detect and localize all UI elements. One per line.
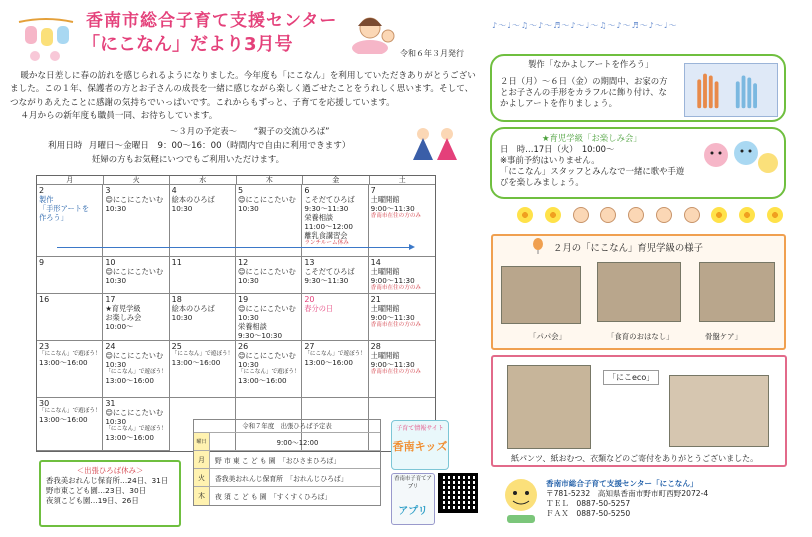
photo-caption: 骨盤ケア」 [705,332,742,341]
nikonan-logo [497,475,545,527]
calendar-event: 13:00～16:00 [238,376,287,385]
calendar-event: 9:00～11:30 [370,360,415,369]
child-face-icon [628,207,644,223]
calendar-event: 10:30 [105,204,127,213]
newsletter-title: 「にこなん」だより3月号 [82,34,293,55]
calendar-day-cell [37,294,103,341]
app-note: 香南市子育てアプリ [394,476,432,490]
day-number: 26 [238,342,249,351]
calendar-day-cell [369,294,435,341]
child-face-icon [684,207,700,223]
outing-closed-line: 野市東こども園…23日、30日 [46,486,147,495]
footer-address: 〒781-5232 高知県香南市野市町西野2072-4 [546,489,709,498]
calendar-event: 春分の日 [304,304,334,313]
contact-footer [546,479,759,519]
nico-eco-box [491,355,787,467]
calendar-event: 13:00～16:00 [105,433,154,442]
day-number: 13 [304,258,315,267]
footer-tel: ＴＥＬ 0887-50-5257 [546,499,631,508]
outing-day: 木 [194,487,210,505]
papa-class-photo [501,266,581,324]
weekday-header: 火 [104,176,171,185]
konan-kids-site-banner[interactable] [391,420,449,470]
craft-text: ２日（月）～６日（金）の期間中、お家の方とお子さんの手形をカラフルに飾り付け、なかよしアートを作りましょう。 [500,76,668,108]
day-number: 16 [39,295,50,304]
intro-paragraph: 暖かな日差しに春の訪れを感じられるようになりました。今年度も「にこなん」を利用していただきありがとうございました。この１年、保護者の方とお子さんの成長を一緒に感じながら楽しく過ごせたことをうれしく思います。そして、つながりあえたことに感謝の気持ちでいっぱいです。これからもずっと、子育てを応援しています。 [10,71,476,108]
calendar-event: 10:30 [238,313,259,322]
calendar-day-cell [170,257,236,294]
flower-icon [545,207,561,223]
qr-code-icon[interactable] [438,473,478,513]
calendar-event: 土曜開館 [370,304,400,313]
outing-row [194,451,380,469]
calendar-event: 「にこなん」で遊ぼう！ [238,369,300,375]
outing-closed-box [39,460,181,527]
calendar-event: 10:30 [171,313,193,322]
fun-event-date: 日 時…17日（火） 10:00～ [500,144,615,154]
outing-schedule-table [193,419,381,506]
day-number: 9 [39,258,45,267]
nico-eco-text: 紙パンツ、紙おむつ、衣類などのご寄付をありがとうございました。 [511,454,759,463]
outing-day: 月 [194,451,210,468]
day-number: 7 [370,186,376,195]
calendar-day-cell [302,257,368,294]
day-number: 21 [370,295,381,304]
calendar-day-cell [236,294,302,341]
day-number: 2 [39,186,45,195]
calendar-event: 「にこなん」で遊ぼう！ [39,408,101,414]
calendar-event: 😊にこにこたいむ [238,195,296,204]
day-number: 28 [370,342,381,351]
calendar-event: ★育児学級 [105,304,141,313]
day-number: 6 [304,186,310,195]
calendar-event: ランチルーム休み [304,240,349,246]
photo-caption: 「食育のおはなし」 [607,332,674,341]
day-number: 27 [304,342,315,351]
calendar-event: 9:00～11:30 [370,276,415,285]
issued-date: 令和６年３月発行 [400,49,464,58]
calendar-event: 栄養相談 [304,213,334,222]
calendar-event: 「にこなん」で遊ぼう！ [171,351,234,357]
fun-event-note: ※事前予約はいりません。 [500,155,600,165]
calendar-event: 土曜開館 [370,195,400,204]
intro-paragraph: ４月からの新年度も職員一同、お待ちしています。 [20,111,218,122]
calendar-day-cell [103,257,169,294]
calendar-event: 😊にこにこたいむ [105,408,164,417]
february-class-title: ２月の「にこなん」育児学級の様子 [553,243,704,254]
day-number: 20 [304,295,315,304]
calendar-day-cell [170,294,236,341]
march-calendar [36,175,436,452]
child-face-icon [600,207,616,223]
calendar-event: 作ろう」 [39,213,68,222]
calendar-event: 絵本のひろば [171,304,215,313]
outing-place: 香我美おれんじ保育所 「おれんじひろば」 [215,474,348,483]
calendar-event: 9:00～11:30 [370,313,415,322]
day-number: 24 [105,342,116,351]
calendar-event: 9:30～11:30 [304,204,349,213]
calendar-event: 香南市在住の方のみ [370,213,422,219]
donation-photo [507,365,591,449]
calendar-event: 「にこなん」で遊ぼう！ [105,369,167,375]
calendar-event: お楽しみ会 [105,313,142,322]
calendar-day-cell [103,294,169,341]
usage-hours [48,140,350,152]
outing-place: 夜 須 こ ど も 園 「すくすくひろば」 [215,493,332,501]
calendar-day-cell [369,257,435,294]
calendar-event: 13:00～16:00 [39,358,88,367]
nico-eco-title: 「にこeco」 [603,370,659,385]
calendar-event: 栄養相談 [238,322,267,331]
outing-time-row [194,433,380,451]
calendar-event: 香南市在住の方のみ [370,369,422,375]
food-talk-photo [597,262,681,322]
flower-icon [711,207,727,223]
calendar-event: こそだてひろば [304,195,355,204]
calendar-event: 13:00～16:00 [171,358,221,367]
calendar-event: 10:30 [171,204,193,213]
calendar-event: 土曜開館 [370,267,400,276]
calendar-event: 9:30～11:30 [304,276,349,285]
lantern-illustration [15,14,77,64]
day-number: 12 [238,258,249,267]
calendar-event: 10:00～ [105,322,134,331]
calendar-event: 😊にこにこたいむ [105,195,164,204]
calendar-event: 「にこなん」で遊ぼう！ [105,426,167,432]
flower-icon [739,207,755,223]
calendar-event: 😊にこにこたいむ [105,351,164,360]
calendar-event: 13:00～16:00 [304,358,353,367]
site-title: 子育て情報サイト [396,425,444,432]
pelvis-care-photo [699,262,775,322]
calendar-day-cell [236,257,302,294]
calendar-event: 10:30 [105,276,127,285]
calendar-event: こそだてひろば [304,267,355,276]
calendar-event: 「にこなん」で遊ぼう！ [39,351,101,357]
calendar-day-cell [369,341,435,398]
calendar-event: 10:30 [105,417,127,426]
usage-hours-label: 利用日時 [48,141,83,151]
site-name: 香南キッズ [392,440,448,453]
calendar-event: 9:00～11:30 [370,204,415,213]
app-banner[interactable] [391,473,435,525]
kids-illustration [696,137,782,187]
day-number: 25 [171,342,182,351]
balloon-icon [531,238,545,254]
calendar-event: 😊にこにこたいむ [238,304,296,313]
calendar-event: 製作 [39,195,54,204]
clothes-rack-photo [669,375,769,447]
day-number: 30 [39,399,50,408]
calendar-day-cell [37,257,103,294]
calendar-event: 「手形アートを [39,204,90,213]
day-number: 19 [238,295,249,304]
outing-closed-title: ＜出張ひろば休み＞ [76,466,144,475]
usage-hours-text: 月曜日～金曜日 9：00～16：00（時間内で自由に利用できます） [88,141,351,151]
weekday-header: 木 [237,176,304,185]
issue-label: 3月号 [244,34,293,55]
calendar-day-cell [103,398,169,451]
child-face-icon [656,207,672,223]
calendar-event: 香南市在住の方のみ [370,285,422,291]
calendar-event: 11:00～12:00 [304,222,353,231]
day-number: 17 [105,295,116,304]
mother-child-illustration [340,14,406,54]
footer-org: 香南市総合子育て支援センター「にこなん」 [546,479,698,488]
february-class-box [491,234,786,350]
calendar-event: 😊にこにこたいむ [105,267,164,276]
calendar-weekdays [37,176,435,185]
day-number: 4 [171,186,177,195]
calendar-day-cell [302,341,368,398]
calendar-day-cell [103,341,169,398]
outing-closed-line: 香我美おれんじ保育所…24日、31日 [46,476,169,485]
fun-event-title: ★育児学級「お楽しみ会」 [542,133,642,143]
day-number: 23 [39,342,50,351]
outing-day: 火 [194,469,210,486]
outing-row [194,487,380,505]
fun-event-desc: 「にこなん」スタッフとみんなで一緒に歌や手遊びを楽しみましょう。 [500,166,685,187]
calendar-event: 離乳食講習会 [304,231,348,240]
calendar-event: 10:30 [238,360,259,369]
photo-caption: 「パパ会」 [529,332,566,341]
day-number: 31 [105,399,116,408]
calendar-event: 😊にこにこたいむ [238,267,296,276]
calendar-event: 土曜開館 [370,351,400,360]
day-number: 18 [171,295,182,304]
calendar-event: 9:30～10:30 [238,331,283,340]
music-notes-strip: ♪～♩～♫～♪～♬～♪～♩～♫～♪～♬～♪～♩～ [492,21,678,30]
weekday-header: 水 [170,176,237,185]
handprint-art-photo [684,63,778,117]
outing-table-header: 令和７年度 出張ひろば予定表 [194,420,380,433]
calendar-event: 13:00～16:00 [39,415,88,424]
calendar-event: 香南市在住の方のみ [370,322,422,328]
outing-closed-line: 夜須こども園…19日、26日 [46,496,139,505]
calendar-event: 10:30 [238,276,259,285]
outing-time: 9:00～12:00 [276,438,319,447]
calendar-event: 13:00～16:00 [105,376,154,385]
weekday-header: 金 [303,176,370,185]
flower-icon [517,207,533,223]
outing-place: 野 市 東 こ ど も 園 「おひさまひろば」 [215,456,341,465]
calendar-event: 10:30 [105,360,127,369]
weekday-header: 月 [37,176,104,185]
day-number: 5 [238,186,244,195]
hina-dolls-illustration [405,124,465,164]
weekday-header: 土 [370,176,436,185]
calendar-event: 10:30 [238,204,259,213]
pregnant-note: 妊婦の方もお気軽にいつでもご利用いただけます。 [92,154,284,164]
app-name: アプリ [398,506,428,517]
calendar-day-cell [236,341,302,398]
flower-icon [767,207,783,223]
outing-row [194,469,380,487]
period-arrow [57,247,410,248]
craft-title: 製作「なかよしアートを作ろう」 [528,59,654,69]
day-number: 11 [171,258,182,267]
calendar-day-cell [302,294,368,341]
calendar-day-cell [37,398,103,451]
footer-fax: ＦＡＸ 0887-50-5250 [546,509,631,518]
org-title: 香南市総合子育て支援センター [86,11,338,31]
day-number: 14 [370,258,381,267]
calendar-event: 「にこなん」で遊ぼう！ [304,351,366,357]
calendar-day-cell [170,341,236,398]
calendar-event: 絵本のひろば [171,195,215,204]
flower-border [517,205,783,225]
calendar-day-cell [37,341,103,398]
calendar-event: 😊にこにこたいむ [238,351,296,360]
intro-text [10,70,478,124]
outing-time-label: 曜日 [194,433,210,450]
day-number: 3 [105,186,111,195]
day-number: 10 [105,258,116,267]
schedule-header: ～３月の予定表～ “親子の交流ひろば” [170,126,330,136]
child-face-icon [573,207,589,223]
